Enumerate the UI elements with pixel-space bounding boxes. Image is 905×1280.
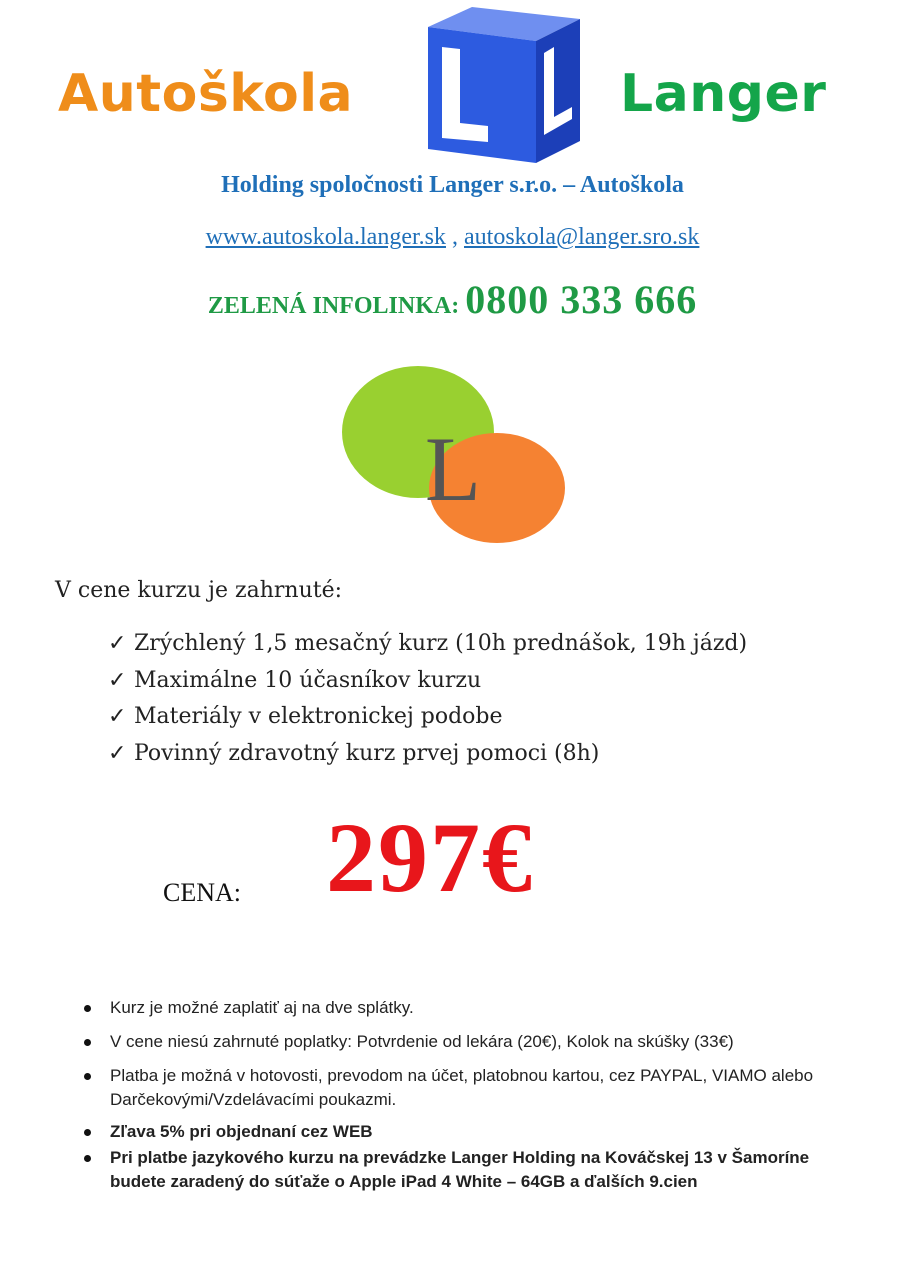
list-item: ✓ Materiály v elektronickej podobe <box>108 699 747 736</box>
bullet-icon <box>84 1073 91 1080</box>
list-item: Platba je možná v hotovosti, prevodom na účet, platobnou kartou, cez PAYPAL, VIAMO alebo Darčekovými/Vzdelávacími poukazmi. <box>84 1064 864 1112</box>
langer-circles-logo <box>340 352 570 547</box>
includes-list <box>108 626 747 772</box>
website-link[interactable]: www.autoskola.langer.sk <box>205 224 446 250</box>
infoline-number[interactable]: 0800 333 666 <box>465 277 698 322</box>
list-item: Kurz je možné zaplatiť aj na dve splátky. <box>84 996 864 1020</box>
list-item: ✓ Povinný zdravotný kurz prvej pomoci (8h) <box>108 736 747 773</box>
list-item: Pri platbe jazykového kurzu na prevádzke Langer Holding na Kováčskej 13 v Šamoríne budete zaradený do súťaže o Apple iPad 4 White – 64GB a ďalších 9.cien <box>84 1146 864 1194</box>
bullet-icon <box>84 1155 91 1162</box>
price-label: CENA: <box>163 878 241 907</box>
includes-title: V cene kurzu je zahrnuté: <box>55 578 343 603</box>
infoline <box>0 276 905 323</box>
list-item: ✓ Zrýchlený 1,5 mesačný kurz (10h prednášok, 19h jázd) <box>108 626 747 663</box>
list-item: ✓ Maximálne 10 účasníkov kurzu <box>108 663 747 700</box>
bullet-icon <box>84 1005 91 1012</box>
bullet-icon <box>84 1129 91 1136</box>
check-icon: ✓ <box>108 631 127 656</box>
holding-subtitle: Holding spoločnosti Langer s.r.o. – Autoškola <box>221 172 684 198</box>
email-link[interactable]: autoskola@langer.sro.sk <box>464 224 700 250</box>
bullet-icon <box>84 1039 91 1046</box>
check-icon: ✓ <box>108 740 127 766</box>
price-value: 297€ <box>326 802 534 913</box>
logo-letter: L <box>424 418 482 520</box>
check-icon: ✓ <box>108 667 127 693</box>
brand-langer: Langer <box>620 64 827 124</box>
autoskola-cube-logo <box>420 5 590 170</box>
notes-list <box>84 996 864 1194</box>
check-icon: ✓ <box>108 704 127 729</box>
list-item: Zľava 5% pri objednaní cez WEB <box>84 1120 864 1144</box>
link-separator: , <box>446 224 464 250</box>
infoline-label: ZELENÁ INFOLINKA: <box>207 293 466 319</box>
brand-autoskola: Autoškola <box>58 64 354 124</box>
contact-links <box>0 224 905 251</box>
list-item: V cene niesú zahrnuté poplatky: Potvrdenie od lekára (20€), Kolok na skúšky (33€) <box>84 1030 864 1054</box>
